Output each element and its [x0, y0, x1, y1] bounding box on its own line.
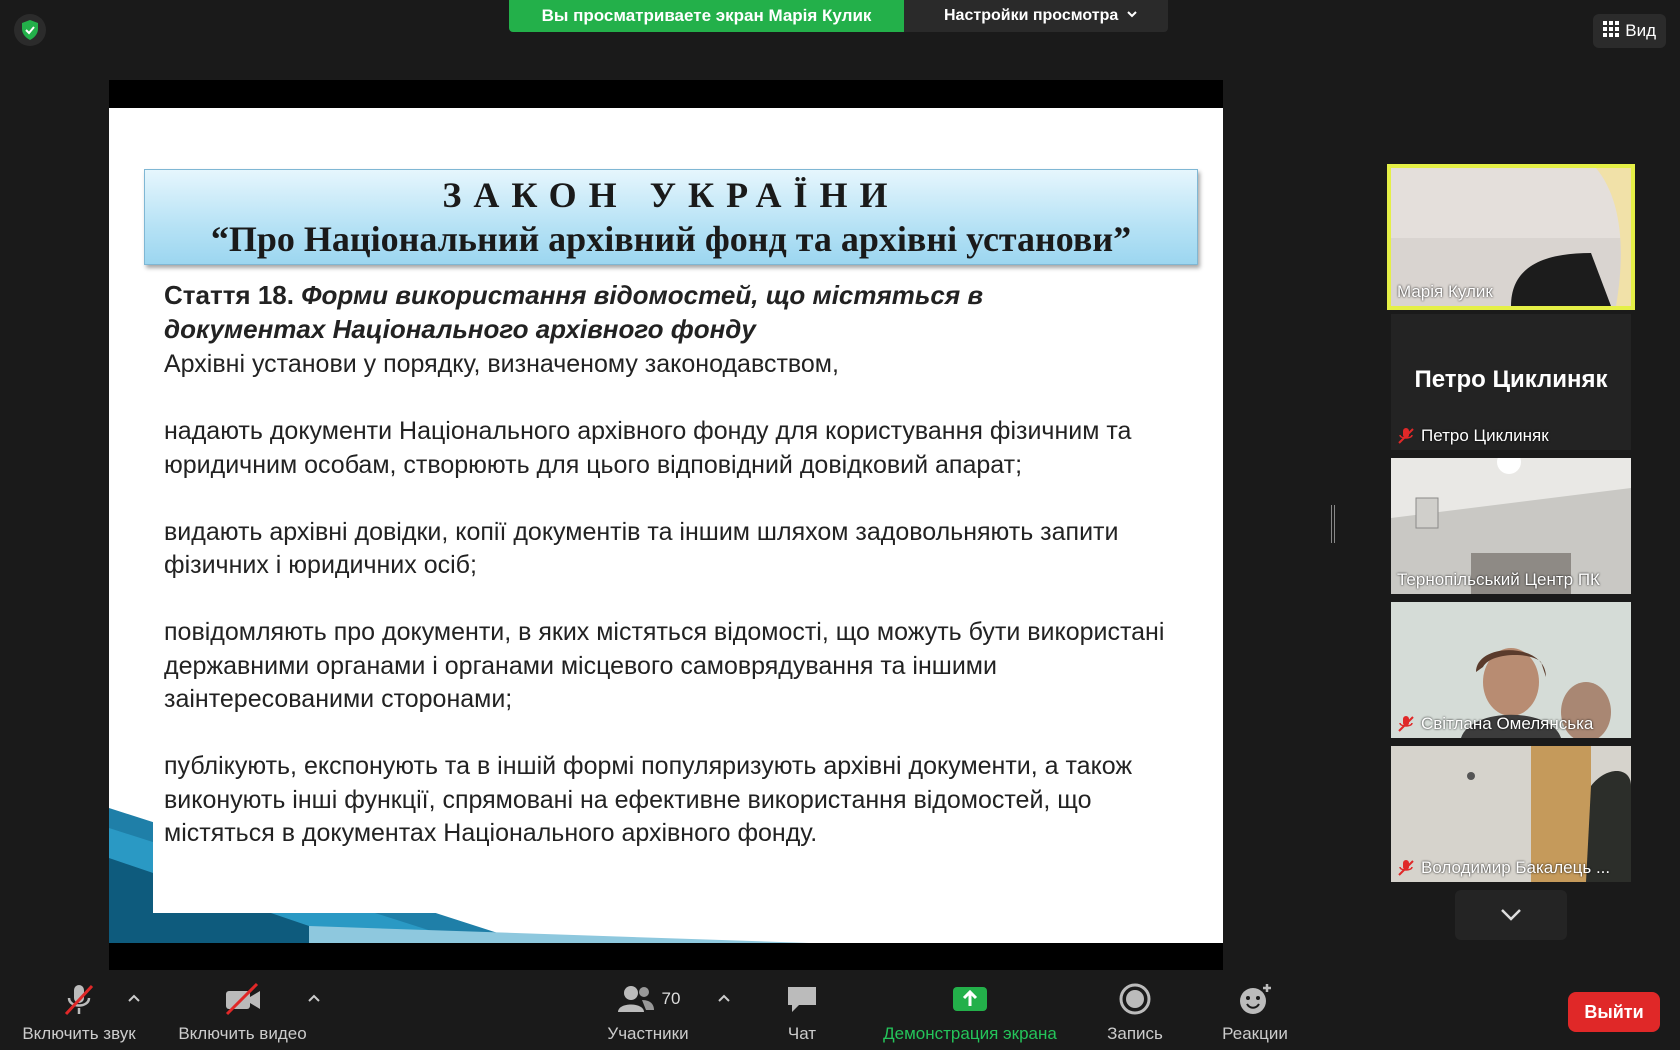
record-icon — [1100, 978, 1170, 1020]
slide-paragraph: публікують, експонують та в іншій формі популяризують архівні документи, а також виконують інші функції, спрямовані на ефективне використання відомостей, що містяться в документах Національного архівного фонду. — [164, 752, 1133, 847]
participant-name: Петро Циклиняк — [1397, 426, 1549, 446]
participant-tile[interactable] — [1391, 314, 1631, 450]
view-button[interactable] — [1593, 14, 1666, 48]
participant-tile[interactable] — [1391, 602, 1631, 738]
record-button[interactable]: Запись — [1100, 978, 1170, 1044]
slide-title-line2: “Про Національний архівний фонд та архівні установи” — [210, 219, 1132, 259]
slide-title-line1: ЗАКОН УКРАЇНИ — [442, 175, 900, 215]
share-screen-icon — [870, 978, 1070, 1020]
participant-name: Марія Кулик — [1397, 282, 1493, 301]
article-number: Стаття 18. — [164, 280, 294, 310]
video-off-icon — [170, 978, 315, 1020]
participants-button[interactable]: 70 Участники — [598, 978, 698, 1044]
mic-muted-icon — [1397, 715, 1415, 733]
article-heading — [164, 278, 1164, 346]
panel-resize-handle[interactable] — [1331, 505, 1335, 543]
slide-title-box — [144, 169, 1198, 265]
article-title-part1: Форми використання відомостей, що містяться в — [301, 280, 984, 310]
article-title-part2: документах Національного архівного фонду — [164, 314, 756, 344]
mic-muted-icon — [14, 978, 144, 1020]
mic-muted-icon — [1397, 859, 1415, 877]
view-options-dropdown[interactable] — [904, 0, 1168, 32]
chevron-down-icon — [1126, 0, 1138, 32]
chat-button[interactable]: Чат — [772, 978, 832, 1044]
participant-name: Тернопільський Центр ПК — [1397, 570, 1600, 589]
meeting-toolbar — [0, 970, 1680, 1050]
grid-icon — [1603, 21, 1619, 42]
leave-meeting-button[interactable]: Выйти — [1568, 992, 1660, 1032]
reaction-smiley-icon — [1210, 978, 1300, 1020]
slide-paragraph: повідомляють про документи, в яких містяться відомості, що можуть бути використані державними органами і органами місцевого самоврядування та іншими заінтересованими сторонами; — [164, 618, 1165, 713]
presentation-slide — [109, 108, 1223, 943]
participants-count: 70 — [661, 989, 681, 1008]
view-options-label: Настройки просмотра — [944, 7, 1119, 24]
view-button-label: Вид — [1625, 21, 1656, 40]
video-options-caret-icon[interactable] — [306, 990, 322, 1006]
participants-options-caret-icon[interactable] — [716, 990, 732, 1006]
participant-tile-active[interactable] — [1387, 164, 1635, 310]
scroll-participants-down-button[interactable] — [1455, 890, 1567, 940]
reactions-button[interactable]: Реакции — [1210, 978, 1300, 1044]
slide-paragraph: Архівні установи у порядку, визначеному законодавством, — [164, 350, 839, 378]
slide-paragraph: видають архівні довідки, копії документів та іншим шляхом задовольняють запити фізичних і юридичних осіб; — [164, 517, 1119, 579]
security-shield-icon[interactable] — [14, 14, 46, 46]
audio-options-caret-icon[interactable] — [126, 990, 142, 1006]
participant-name: Світлана Омелянська — [1397, 714, 1593, 734]
unmute-button[interactable]: Включить звук — [14, 978, 144, 1044]
start-video-button[interactable]: Включить видео — [170, 978, 315, 1044]
mic-muted-icon — [1397, 427, 1415, 445]
participant-tile[interactable] — [1391, 746, 1631, 882]
chevron-down-icon — [1500, 908, 1522, 922]
participant-tile[interactable] — [1391, 458, 1631, 594]
participant-display-name: Петро Циклиняк — [1414, 366, 1608, 393]
shared-screen — [109, 80, 1223, 970]
slide-body — [164, 348, 1174, 884]
share-banner — [509, 0, 1168, 32]
participant-name: Володимир Бакалець ... — [1397, 858, 1610, 878]
slide-paragraph: надають документи Національного архівного фонду для користування фізичним та юридичним особам, створюють для цього відповідний довідковий апарат; — [164, 417, 1132, 479]
share-screen-button[interactable]: Демонстрация экрана — [870, 978, 1070, 1044]
participants-icon — [616, 982, 656, 1016]
viewing-screen-label: Вы просматриваете экран Марія Кулик — [509, 0, 904, 32]
chat-icon — [772, 978, 832, 1020]
